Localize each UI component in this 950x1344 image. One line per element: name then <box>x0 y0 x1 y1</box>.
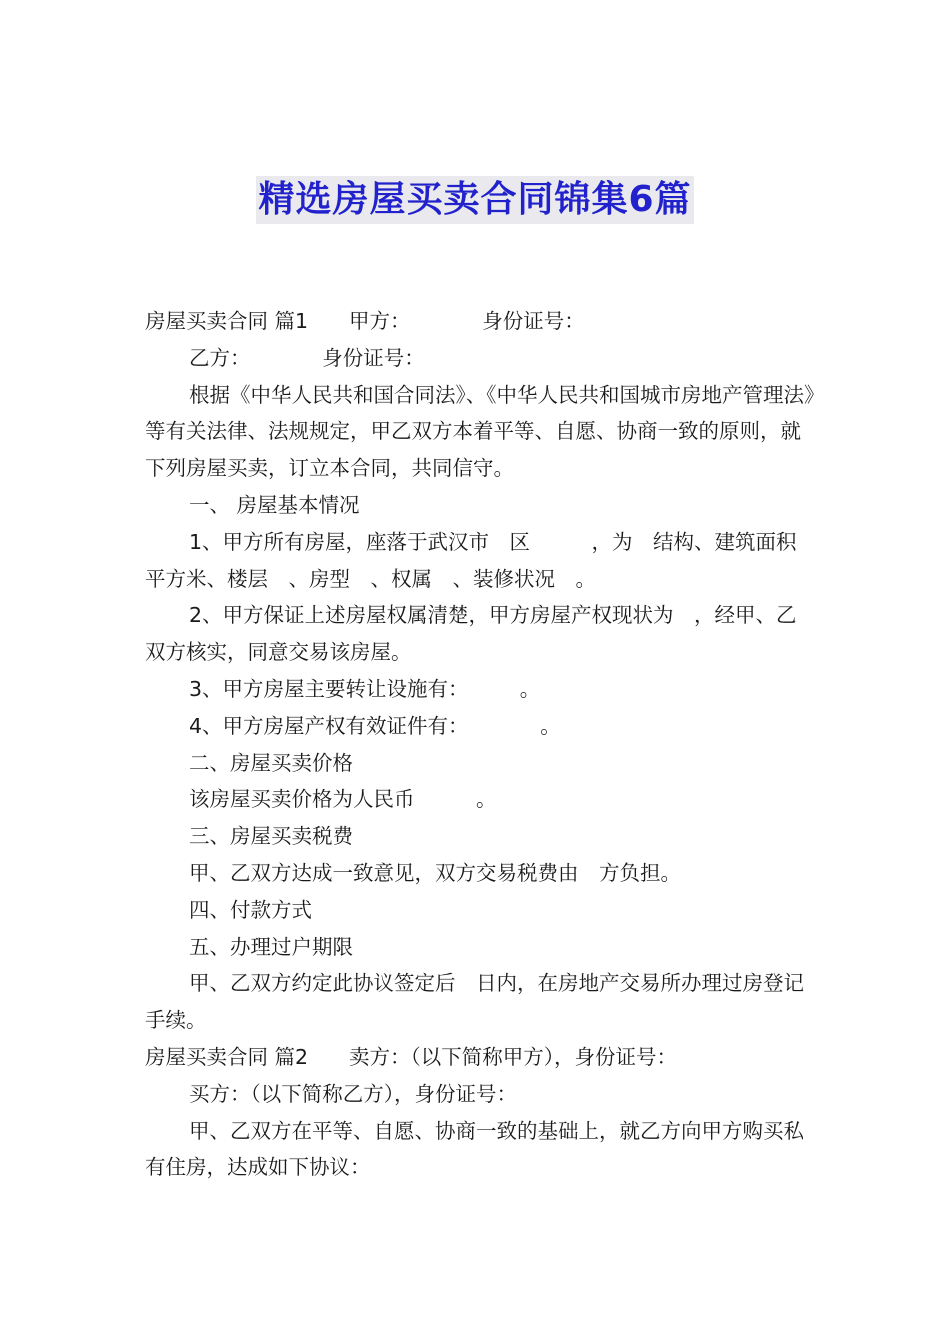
paragraph-contract-2-header: 房屋买卖合同 篇2 卖方：（以下简称甲方），身份证号： <box>145 1044 678 1069</box>
paragraph-price: 该房屋买卖价格为人民币 。 <box>189 787 497 812</box>
paragraph-clause-4: 4、甲方房屋产权有效证件有： 。 <box>189 713 561 738</box>
paragraph-clause-2: 2、甲方保证上述房屋权属清楚，甲方房屋产权现状为 ，经甲、乙双方核实，同意交易该房屋。 <box>145 603 797 665</box>
paragraph-clause-3: 3、甲方房屋主要转让设施有： 。 <box>189 676 541 701</box>
section-heading-4: 四、付款方式 <box>189 897 312 922</box>
paragraph-tax: 甲、乙双方达成一致意见，双方交易税费由 方负担。 <box>189 860 681 885</box>
paragraph-party-b: 乙方： 身份证号： <box>189 345 425 370</box>
paragraph-contract-1-header: 房屋买卖合同 篇1 甲方： 身份证号： <box>145 309 585 333</box>
document-title: 精选房屋买卖合同锦集6篇 <box>256 176 693 224</box>
section-heading-1: 一、 房屋基本情况 <box>189 492 360 517</box>
title-container <box>0 176 950 224</box>
paragraph-transfer-deadline: 甲、乙双方约定此协议签定后 日内，在房地产交易所办理过房登记手续。 <box>145 971 804 1033</box>
section-heading-2: 二、房屋买卖价格 <box>189 750 353 775</box>
paragraph-preamble: 根据《中华人民共和国合同法》、《中华人民共和国城市房地产管理法》等有关法律、法规规定，甲乙双方本着平等、自愿、协商一致的原则，就下列房屋买卖，订立本合同，共同信守。 <box>145 382 815 481</box>
paragraph-agreement: 甲、乙双方在平等、自愿、协商一致的基础上，就乙方向甲方购买私有住房，达成如下协议： <box>145 1118 804 1180</box>
paragraph-clause-1: 1、甲方所有房屋，座落于武汉市 区 ，为 结构、建筑面积 平方米、楼层 、房型 、权属 、装修状况 。 <box>145 529 818 591</box>
section-heading-3: 三、房屋买卖税费 <box>189 824 353 849</box>
section-heading-5: 五、办理过户期限 <box>189 934 353 959</box>
document-body <box>145 303 817 1186</box>
paragraph-buyer: 买方：（以下简称乙方），身份证号： <box>189 1081 517 1106</box>
